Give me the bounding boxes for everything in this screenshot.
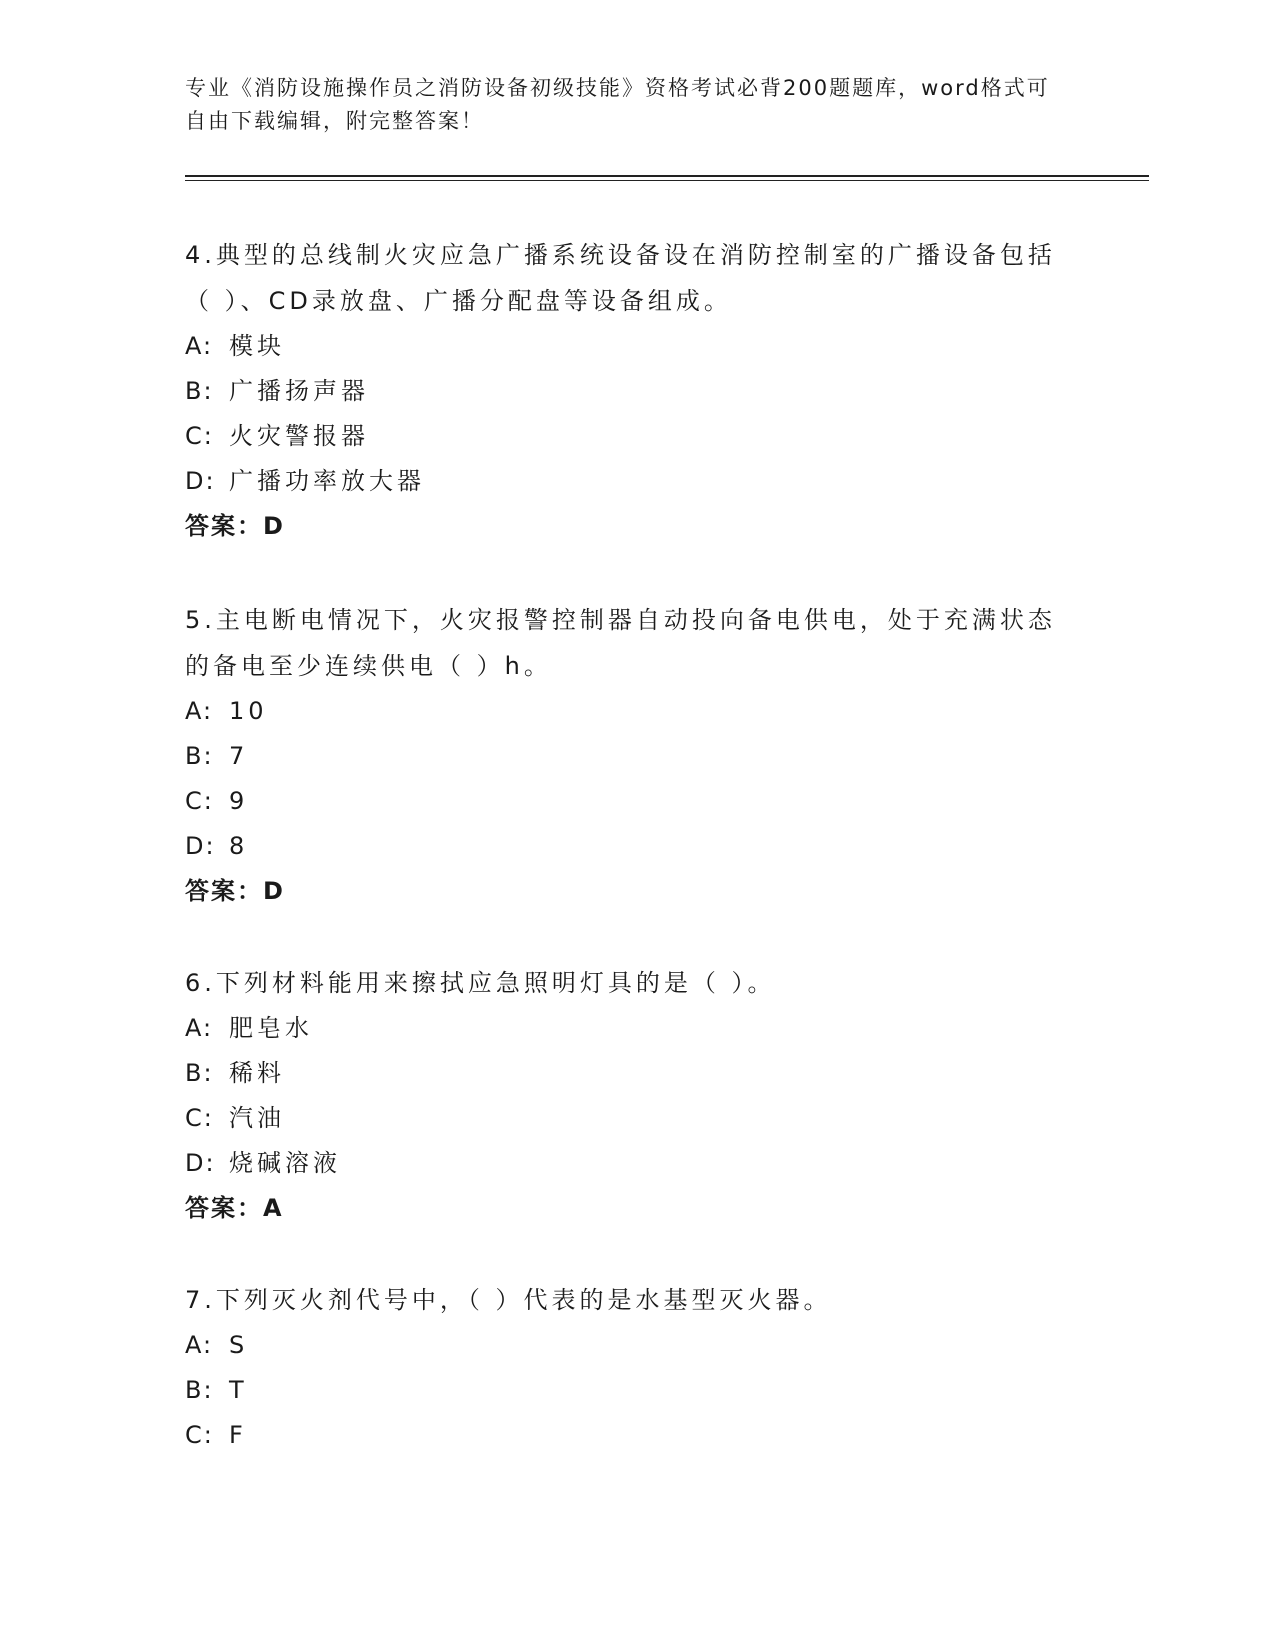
option-label: C: [185, 1421, 214, 1449]
option-label: C: [185, 1104, 214, 1132]
option-c [185, 1096, 1065, 1141]
question-stem: 4.典型的总线制火灾应急广播系统设备设在消防控制室的广播设备包括（ ）、CD录放盘、广播分配盘等设备组成。 [185, 241, 1056, 315]
option-b [185, 1051, 1065, 1096]
option-label: B: [185, 1376, 214, 1404]
option-label: B: [185, 377, 214, 405]
question-7 [185, 1277, 1065, 1458]
option-text: 模块 [229, 332, 285, 360]
option-text: F [229, 1421, 247, 1449]
option-text: S [229, 1331, 249, 1359]
option-text: T [229, 1376, 248, 1404]
option-b [185, 369, 1065, 414]
option-label: A: [185, 1331, 214, 1359]
option-label: A: [185, 1014, 214, 1042]
option-b [185, 1368, 1065, 1413]
question-stem: 7.下列灭火剂代号中，（ ）代表的是水基型灭火器。 [185, 1286, 832, 1314]
option-d [185, 1141, 1065, 1186]
question-6 [185, 960, 1065, 1231]
option-text: 火灾警报器 [229, 422, 369, 450]
option-text: 烧碱溶液 [229, 1149, 341, 1177]
option-d [185, 459, 1065, 504]
header-rule-thin [185, 180, 1149, 181]
option-text: 8 [229, 832, 249, 860]
question-stem: 6.下列材料能用来擦拭应急照明灯具的是（ ）。 [185, 969, 776, 997]
option-b [185, 734, 1065, 779]
header-rule-thick [185, 175, 1149, 177]
option-text: 广播扬声器 [229, 377, 369, 405]
question-5 [185, 597, 1065, 914]
document-intro: 专业《消防设施操作员之消防设备初级技能》资格考试必背200题题库，word格式可自由下载编辑，附完整答案！ [185, 76, 1050, 133]
option-a [185, 324, 1065, 369]
option-text: 10 [229, 697, 268, 725]
option-label: C: [185, 787, 214, 815]
option-c [185, 414, 1065, 459]
answer: 答案：D [185, 877, 285, 905]
option-label: B: [185, 742, 214, 770]
option-label: C: [185, 422, 214, 450]
option-label: D: [185, 832, 216, 860]
option-text: 7 [229, 742, 249, 770]
question-4 [185, 232, 1065, 549]
question-stem: 5.主电断电情况下，火灾报警控制器自动投向备电供电，处于充满状态的备电至少连续供电（ ）h。 [185, 606, 1056, 680]
option-label: A: [185, 697, 214, 725]
option-label: D: [185, 1149, 216, 1177]
option-text: 汽油 [229, 1104, 285, 1132]
option-text: 肥皂水 [229, 1014, 313, 1042]
answer: 答案：A [185, 1194, 284, 1222]
option-a [185, 1323, 1065, 1368]
option-a [185, 689, 1065, 734]
answer: 答案：D [185, 512, 285, 540]
option-label: B: [185, 1059, 214, 1087]
option-label: D: [185, 467, 216, 495]
option-text: 9 [229, 787, 249, 815]
option-c [185, 779, 1065, 824]
option-text: 稀料 [229, 1059, 285, 1087]
option-d [185, 824, 1065, 869]
option-c [185, 1413, 1065, 1458]
option-a [185, 1006, 1065, 1051]
option-label: A: [185, 332, 214, 360]
option-text: 广播功率放大器 [229, 467, 425, 495]
